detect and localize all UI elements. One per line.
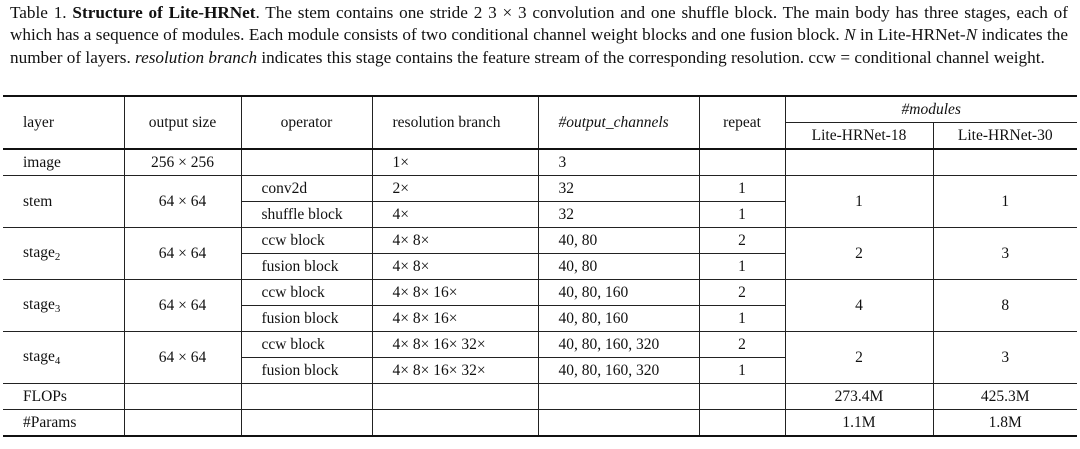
cell-modules-18: 4	[785, 280, 933, 332]
cell-repeat: 2	[699, 228, 785, 254]
cell-resolution-branch: 4× 8× 16× 32×	[372, 358, 538, 384]
caption-n-2: N	[965, 25, 978, 45]
cell-operator: fusion block	[241, 358, 372, 384]
cell-resolution-branch: 4× 8×	[372, 228, 538, 254]
cell-operator: ccw block	[241, 228, 372, 254]
caption-text-4: indicates this stage contains the feature stream of the corresponding resolution. ccw = conditional channel weight.	[257, 47, 1045, 67]
cell-output-size: 256 × 256	[124, 149, 241, 176]
cell-output-size: 64 × 64	[124, 228, 241, 280]
table-caption	[10, 2, 1068, 69]
cell-layer: image	[3, 149, 124, 176]
cell-repeat	[699, 410, 785, 437]
cell-output-channels	[538, 410, 699, 437]
header-lite-hrnet-18: Lite-HRNet-18	[785, 123, 933, 150]
cell-operator	[241, 410, 372, 437]
layer-label: stage	[23, 348, 55, 365]
cell-layer	[3, 280, 124, 332]
structure-table	[3, 95, 1077, 437]
cell-output-size: 64 × 64	[124, 280, 241, 332]
header-lite-hrnet-30: Lite-HRNet-30	[933, 123, 1077, 150]
cell-operator	[241, 149, 372, 176]
cell-operator: fusion block	[241, 254, 372, 280]
caption-title: Structure of Lite-HRNet	[72, 3, 256, 22]
cell-modules-18: 2	[785, 332, 933, 384]
layer-label: stage	[23, 244, 55, 261]
table-row-stem-1	[3, 176, 1077, 202]
cell-repeat: 2	[699, 280, 785, 306]
cell-output-channels: 40, 80	[538, 228, 699, 254]
cell-output-channels: 40, 80, 160	[538, 306, 699, 332]
cell-layer: #Params	[3, 410, 124, 437]
caption-text-2: in Lite-HRNet-	[855, 25, 966, 45]
caption-text-1: . The stem contains one stride 2 3 × 3 convolution and one shuffle block. The main body has three stages, each of which has a sequence of modules. Each module consists of two conditional channel weight blocks and one fusion block.	[10, 3, 1068, 45]
cell-modules-30: 425.3M	[933, 384, 1077, 410]
header-row-1	[3, 96, 1077, 123]
header-output-size: output size	[124, 96, 241, 149]
layer-subscript: 2	[54, 251, 61, 263]
cell-layer: stem	[3, 176, 124, 228]
cell-operator: ccw block	[241, 332, 372, 358]
cell-modules-18: 273.4M	[785, 384, 933, 410]
header-resolution-branch: resolution branch	[372, 96, 538, 149]
cell-operator	[241, 384, 372, 410]
layer-subscript: 4	[54, 355, 61, 367]
cell-layer	[3, 228, 124, 280]
cell-output-size: 64 × 64	[124, 176, 241, 228]
cell-layer: FLOPs	[3, 384, 124, 410]
cell-resolution-branch: 4× 8×	[372, 254, 538, 280]
cell-repeat: 1	[699, 306, 785, 332]
cell-modules-30: 1	[933, 176, 1077, 228]
cell-resolution-branch	[372, 384, 538, 410]
cell-modules-18: 1.1M	[785, 410, 933, 437]
table-row-image	[3, 149, 1077, 176]
cell-output-channels: 32	[538, 176, 699, 202]
cell-operator: fusion block	[241, 306, 372, 332]
cell-resolution-branch: 4× 8× 16×	[372, 280, 538, 306]
header-output-channels: #output_channels	[538, 96, 699, 149]
cell-modules-18: 1	[785, 176, 933, 228]
cell-operator: ccw block	[241, 280, 372, 306]
cell-modules-30: 8	[933, 280, 1077, 332]
table-row-stage4-1	[3, 332, 1077, 358]
cell-resolution-branch: 4× 8× 16×	[372, 306, 538, 332]
header-operator: operator	[241, 96, 372, 149]
cell-repeat	[699, 149, 785, 176]
cell-modules-30: 3	[933, 228, 1077, 280]
layer-subscript: 3	[54, 303, 61, 315]
cell-output-channels	[538, 384, 699, 410]
cell-output-channels: 40, 80, 160, 320	[538, 332, 699, 358]
cell-resolution-branch: 4× 8× 16× 32×	[372, 332, 538, 358]
cell-modules-18	[785, 149, 933, 176]
cell-repeat: 1	[699, 254, 785, 280]
cell-modules-30: 1.8M	[933, 410, 1077, 437]
cell-modules-30	[933, 149, 1077, 176]
cell-output-size: 64 × 64	[124, 332, 241, 384]
cell-output-size	[124, 410, 241, 437]
header-modules: #modules	[785, 96, 1077, 123]
cell-repeat: 1	[699, 202, 785, 228]
layer-label: stage	[23, 296, 55, 313]
table-row-params	[3, 410, 1077, 437]
cell-repeat: 1	[699, 358, 785, 384]
cell-repeat: 1	[699, 176, 785, 202]
cell-repeat	[699, 384, 785, 410]
cell-output-channels: 3	[538, 149, 699, 176]
cell-resolution-branch	[372, 410, 538, 437]
cell-operator: conv2d	[241, 176, 372, 202]
cell-resolution-branch: 4×	[372, 202, 538, 228]
caption-n-1: N	[844, 25, 856, 45]
table-row-stage3-1	[3, 280, 1077, 306]
cell-resolution-branch: 1×	[372, 149, 538, 176]
caption-resolution-branch: resolution branch	[135, 47, 258, 67]
cell-resolution-branch: 2×	[372, 176, 538, 202]
header-layer: layer	[3, 96, 124, 149]
cell-operator: shuffle block	[241, 202, 372, 228]
cell-modules-18: 2	[785, 228, 933, 280]
cell-output-channels: 40, 80	[538, 254, 699, 280]
caption-text-3: indicates the number of layers.	[10, 25, 1069, 67]
cell-output-channels: 32	[538, 202, 699, 228]
header-repeat: repeat	[699, 96, 785, 149]
cell-layer	[3, 332, 124, 384]
cell-modules-30: 3	[933, 332, 1077, 384]
table-row-stage2-1	[3, 228, 1077, 254]
cell-repeat: 2	[699, 332, 785, 358]
cell-output-channels: 40, 80, 160, 320	[538, 358, 699, 384]
caption-label: Table 1.	[10, 3, 67, 22]
cell-output-size	[124, 384, 241, 410]
cell-output-channels: 40, 80, 160	[538, 280, 699, 306]
table-row-flops	[3, 384, 1077, 410]
